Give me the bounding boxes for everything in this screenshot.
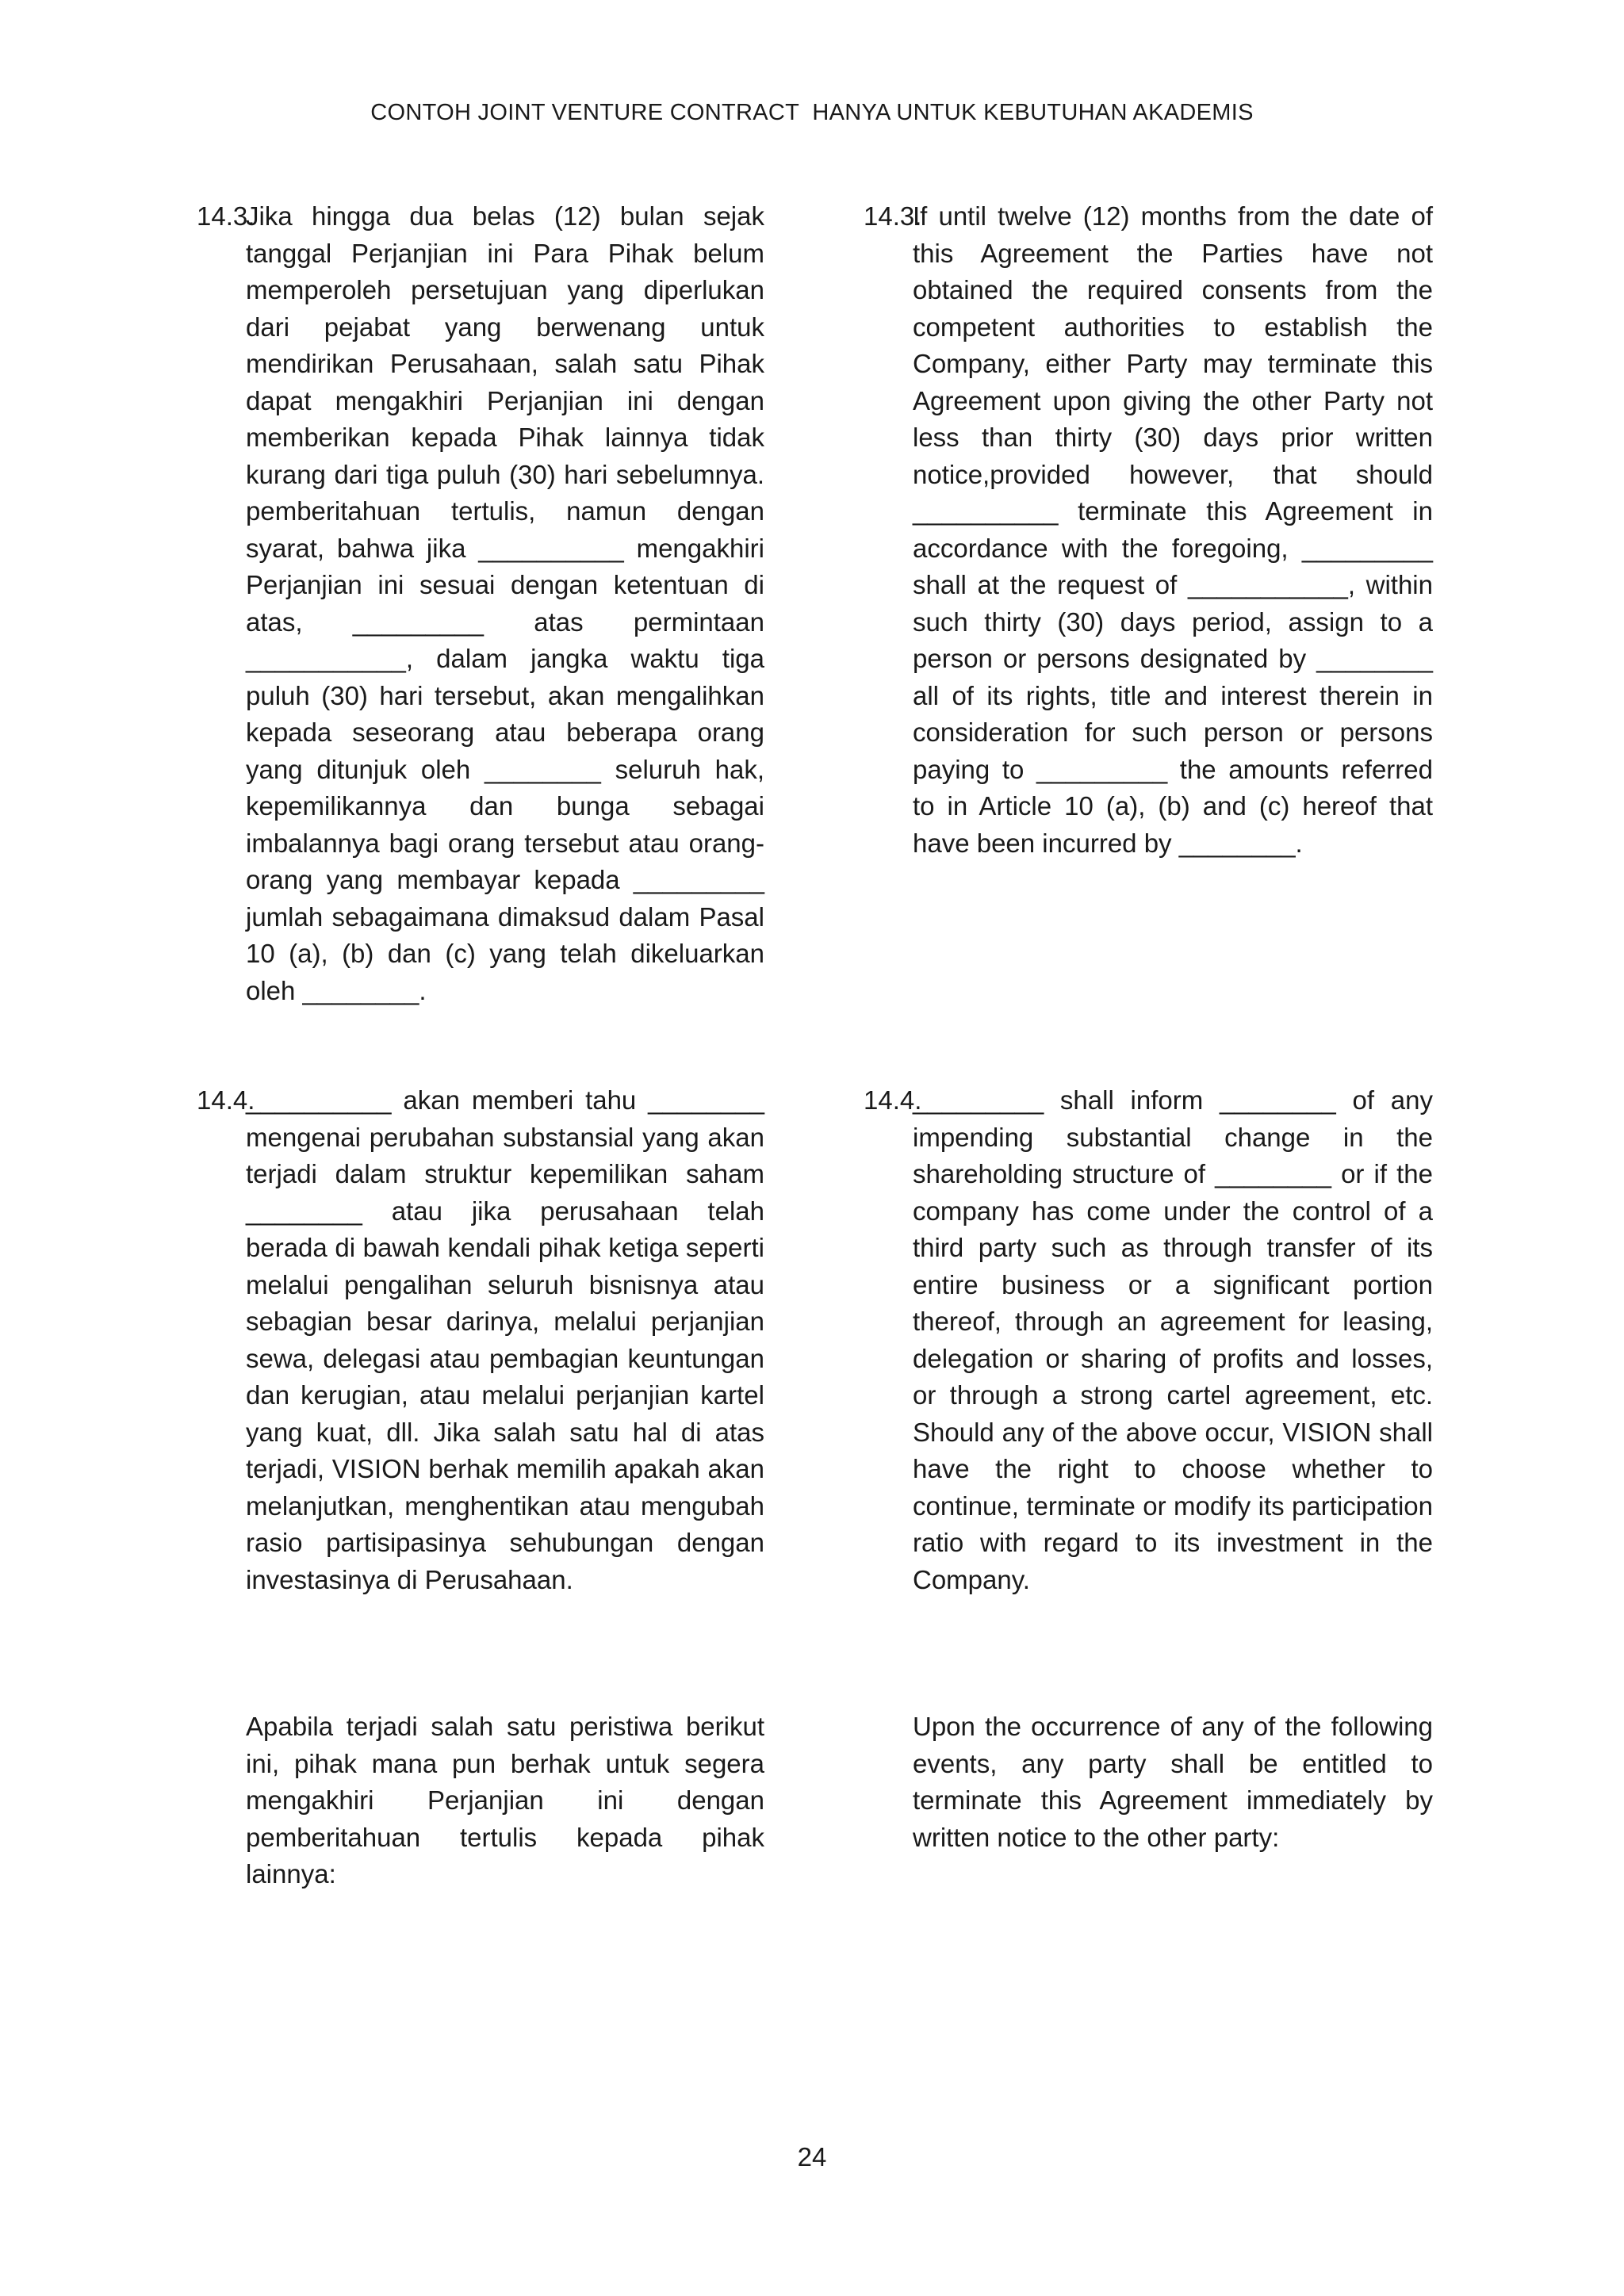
clause-number: 14.3. xyxy=(864,201,922,231)
paragraph-text: Upon the occurrence of any of the following events, any party shall be entitled to terminate this Agreement immediately by written notice to the other party: xyxy=(913,1712,1433,1852)
clause-text: Jika hingga dua belas (12) bulan sejak tanggal Perjanjian ini Para Pihak belum memperoleh persetujuan yang diperlukan dari pejabat yang berwenang untuk mendirikan Perusahaan, salah satu Pihak dapat mengakhiri Perjanjian ini dengan memberikan kepada Pihak lainnya tidak kurang dari tiga puluh (30) hari sebelumnya. pemberitahuan tertulis, namun dengan syarat, bahwa jika __________ mengakhiri Perjanjian ini sesuai dengan ketentuan di atas, _________ atas permintaan ___________, dalam jangka waktu tiga puluh (30) hari tersebut, akan mengalihkan kepada seseorang atau beberapa orang yang ditunjuk oleh ________ seluruh hak, kepemilikannya dan bunga sebagai imbalannya bagi orang tersebut atau orang-orang yang membayar kepada _________ jumlah sebagaimana dimaksud dalam Pasal 10 (a), (b) dan (c) yang telah dikeluarkan oleh ________. xyxy=(246,201,764,1005)
clause-14-4-english xyxy=(864,1082,1433,1598)
clause-number: 14.4. xyxy=(197,1085,255,1115)
termination-paragraph-indonesian xyxy=(197,1709,764,1893)
clause-14-4-indonesian xyxy=(197,1082,764,1598)
clause-text: _________ shall inform ________ of any impending substantial change in the shareholding structure of ________ or if the company has come under the control of a third party such as through transfer of its entire business or a significant portion thereof, through an agreement for leasing, delegation or sharing of profits and losses, or through a strong cartel agreement, etc. Should any of the above occur, VISION shall have the right to choose whether to continue, terminate or modify its participation ratio with regard to its investment in the Company. xyxy=(913,1085,1433,1594)
termination-paragraph-english xyxy=(864,1709,1433,1856)
paragraph-text: Apabila terjadi salah satu peristiwa berikut ini, pihak mana pun berhak untuk segera mengakhiri Perjanjian ini dengan pemberitahuan tertulis kepada pihak lainnya: xyxy=(246,1712,764,1888)
clause-number: 14.4. xyxy=(864,1085,922,1115)
clause-14-3-english xyxy=(864,198,1433,862)
page-number: 24 xyxy=(797,2142,827,2172)
page-header: CONTOH JOINT VENTURE CONTRACT HANYA UNTUK KEBUTUHAN AKADEMIS xyxy=(370,100,1254,125)
clause-text: If until twelve (12) months from the date of this Agreement the Parties have not obtained the required consents from the competent authorities to establish the Company, either Party may terminate this Agreement upon giving the other Party not less than thirty (30) days prior written notice,provided however, that should __________ terminate this Agreement in accordance with the foregoing, _________ shall at the request of ___________, within such thirty (30) days period, assign to a person or persons designated by ________ all of its rights, title and interest therein in consideration for such person or persons paying to _________ the amounts referred to in Article 10 (a), (b) and (c) hereof that have been incurred by ________. xyxy=(913,201,1433,858)
clause-number: 14.3. xyxy=(197,201,255,231)
clause-14-3-indonesian xyxy=(197,198,764,1009)
clause-text: __________ akan memberi tahu ________ mengenai perubahan substansial yang akan terjadi dalam struktur kepemilikan saham ________ atau jika perusahaan telah berada di bawah kendali pihak ketiga seperti melalui pengalihan seluruh bisnisnya atau sebagian besar darinya, melalui perjanjian sewa, delegasi atau pembagian keuntungan dan kerugian, atau melalui perjanjian kartel yang kuat, dll. Jika salah satu hal di atas terjadi, VISION berhak memilih apakah akan melanjutkan, menghentikan atau mengubah rasio partisipasinya sehubungan dengan investasinya di Perusahaan. xyxy=(246,1085,764,1594)
